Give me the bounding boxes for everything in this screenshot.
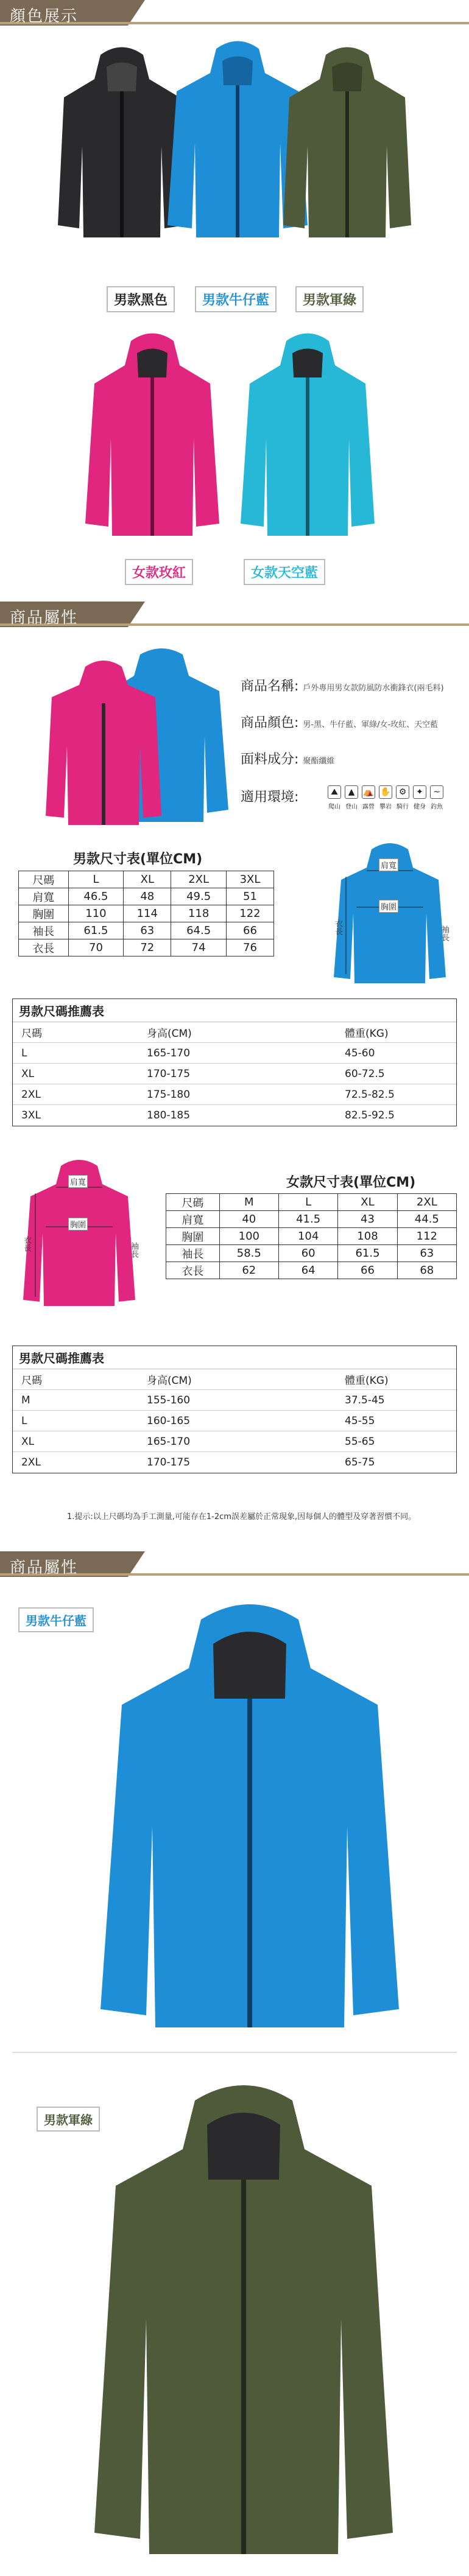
table-header-row <box>19 871 274 888</box>
activity-label: 攀岩 <box>379 804 392 810</box>
women-diagram-shoulder-label: 肩寬 <box>68 1175 88 1188</box>
men-diagram-length-label: 衣長 <box>333 919 342 935</box>
activity-label: 登山 <box>345 804 358 810</box>
table-row <box>19 905 274 922</box>
product-color-label: 商品顏色: <box>241 715 299 731</box>
activity-label: 健身 <box>414 804 426 810</box>
product-color-row <box>241 712 438 731</box>
section-header-attributes-2 <box>0 1551 469 1577</box>
table-cell: L <box>21 1414 27 1427</box>
table-cell: 43 <box>338 1211 397 1228</box>
table-cell: 2XL <box>21 1088 41 1101</box>
detail-tag-denim: 男款牛仔藍 <box>18 1607 94 1632</box>
activity-icons <box>328 785 443 799</box>
product-material-value: 聚酯纖維 <box>303 757 335 766</box>
product-color-value: 男-黑、牛仔藍、軍綠/女-玫紅、天空藍 <box>303 720 439 729</box>
table-cell: 2XL <box>397 1194 456 1211</box>
table-cell: 尺碼 <box>166 1194 220 1211</box>
women-diagram-sleeve-label: 袖長 <box>129 1242 138 1258</box>
table-cell: 袖長 <box>166 1245 220 1262</box>
table-row <box>13 1431 456 1452</box>
women-size-table <box>166 1193 457 1279</box>
table-cell: 3XL <box>226 871 273 888</box>
product-env-label: 適用環境: <box>241 790 299 805</box>
color-tag-men-denim: 男款牛仔藍 <box>195 286 277 312</box>
hiking-icon: ⛰ <box>328 785 341 799</box>
activity-labels <box>328 801 443 810</box>
color-tag-men-black: 男款黑色 <box>107 286 175 312</box>
table-cell: 68 <box>397 1262 456 1279</box>
men-diagram-sleeve-label: 袖長 <box>440 925 449 941</box>
table-cell: 60 <box>278 1245 337 1262</box>
product-material-row <box>241 749 334 768</box>
table-row <box>13 1105 456 1126</box>
jacket-women-sky-image <box>241 329 375 542</box>
jacket-men-army-image <box>283 43 411 244</box>
table-cell: 76 <box>226 939 273 956</box>
table-cell: 37.5-45 <box>345 1394 385 1406</box>
table-row <box>13 1452 456 1473</box>
table-cell: 165-170 <box>147 1435 191 1448</box>
table-cell: 108 <box>338 1228 397 1245</box>
table-row <box>166 1262 457 1279</box>
cycling-icon: ⚙ <box>396 785 409 799</box>
table-cell: 身高(CM) <box>147 1028 192 1040</box>
table-cell: 肩寬 <box>166 1211 220 1228</box>
table-cell: 44.5 <box>397 1211 456 1228</box>
women-recommend-table <box>12 1346 457 1473</box>
color-tag-women-sky: 女款天空藍 <box>244 559 325 585</box>
table-cell: XL <box>21 1067 35 1080</box>
table-cell: 41.5 <box>278 1211 337 1228</box>
men-recommend-title: 男款尺碼推薦表 <box>13 999 456 1022</box>
table-cell: 45-55 <box>345 1414 375 1427</box>
activity-label: 露營 <box>362 804 375 810</box>
table-cell: 170-175 <box>147 1067 191 1080</box>
table-cell: 58.5 <box>219 1245 278 1262</box>
table-cell: 體重(KG) <box>345 1375 389 1387</box>
table-cell: 104 <box>278 1228 337 1245</box>
table-cell: 64.5 <box>171 922 227 939</box>
product-env-row <box>241 787 298 805</box>
table-cell: 63 <box>397 1245 456 1262</box>
table-cell: M <box>21 1394 30 1406</box>
table-cell: 45-60 <box>345 1047 375 1059</box>
table-cell: 61.5 <box>68 922 124 939</box>
table-cell: 身高(CM) <box>147 1375 192 1387</box>
table-cell: 175-180 <box>147 1088 191 1101</box>
women-recommend-title: 男款尺碼推薦表 <box>13 1346 456 1369</box>
detail-jacket-army-image <box>85 2076 402 2557</box>
table-cell: L <box>68 871 124 888</box>
table-cell: 體重(KG) <box>345 1028 389 1040</box>
table-row <box>166 1245 457 1262</box>
product-name-value: 戶外專用男女款防風防水衝鋒衣(兩毛料) <box>303 684 444 693</box>
table-row <box>13 1084 456 1105</box>
table-cell: 62 <box>219 1262 278 1279</box>
table-cell: 3XL <box>21 1109 41 1121</box>
activity-label: 釣魚 <box>431 804 443 810</box>
table-cell: 72.5-82.5 <box>345 1088 395 1101</box>
table-cell: 165-170 <box>147 1047 191 1059</box>
table-cell: 65-75 <box>345 1456 375 1469</box>
table-cell: 155-160 <box>147 1394 191 1406</box>
table-cell: 48 <box>124 888 171 905</box>
table-cell: 胸圍 <box>166 1228 220 1245</box>
activity-label: 爬山 <box>328 804 340 810</box>
table-cell: 112 <box>397 1228 456 1245</box>
men-recommend-table <box>12 998 457 1126</box>
table-cell: 110 <box>68 905 124 922</box>
fishing-icon: ~ <box>430 785 443 799</box>
table-cell: 82.5-92.5 <box>345 1109 395 1121</box>
women-diagram-chest-label: 胸圍 <box>68 1218 88 1230</box>
section-title: 商品屬性 <box>10 609 79 627</box>
table-cell: 2XL <box>171 871 227 888</box>
color-tag-women-rose: 女款玫紅 <box>125 559 193 585</box>
table-cell: 衣長 <box>166 1262 220 1279</box>
table-cell: 55-65 <box>345 1435 375 1448</box>
table-cell: 肩寬 <box>19 888 69 905</box>
table-row <box>13 1411 456 1431</box>
table-cell: 40 <box>219 1211 278 1228</box>
size-note: 1.提示:以上尺碼均為手工測量,可能存在1-2cm誤差屬於正常現象,因每個人的體型及穿著習慣不同。 <box>67 1512 417 1521</box>
table-cell: 尺碼 <box>19 871 69 888</box>
table-cell: 170-175 <box>147 1456 191 1469</box>
detail-jacket-denim-image <box>91 1595 408 2034</box>
table-row <box>166 1228 457 1245</box>
table-cell: 2XL <box>21 1456 41 1469</box>
table-cell: XL <box>338 1194 397 1211</box>
table-cell: 袖長 <box>19 922 69 939</box>
rock-climb-icon: ✋ <box>379 785 392 799</box>
jacket-men-black-image <box>58 43 186 244</box>
table-cell: 66 <box>338 1262 397 1279</box>
table-cell: M <box>219 1194 278 1211</box>
section-header-attributes <box>0 602 469 627</box>
table-cell: L <box>278 1194 337 1211</box>
table-cell: XL <box>124 871 171 888</box>
table-cell: 114 <box>124 905 171 922</box>
camping-icon: ⛺ <box>362 785 375 799</box>
table-row <box>13 1064 456 1084</box>
table-cell: 100 <box>219 1228 278 1245</box>
table-cell: 61.5 <box>338 1245 397 1262</box>
table-row <box>19 922 274 939</box>
jacket-pair-image <box>43 645 231 828</box>
women-size-table-title: 女款尺寸表(單位CM) <box>286 1175 416 1190</box>
table-row <box>166 1211 457 1228</box>
table-cell: 122 <box>226 905 273 922</box>
table-cell: 118 <box>171 905 227 922</box>
table-cell: 49.5 <box>171 888 227 905</box>
table-cell: 64 <box>278 1262 337 1279</box>
table-cell: 51 <box>226 888 273 905</box>
detail-tag-army: 男款軍綠 <box>37 2107 100 2132</box>
table-row <box>13 1043 456 1064</box>
table-header-row <box>13 1022 456 1043</box>
table-cell: 衣長 <box>19 939 69 956</box>
product-material-label: 面料成分: <box>241 752 299 767</box>
women-diagram-length-label: 衣長 <box>22 1236 31 1252</box>
section-header-colors <box>0 0 469 26</box>
table-cell: 70 <box>68 939 124 956</box>
divider <box>12 2052 457 2053</box>
table-cell: 160-165 <box>147 1414 191 1427</box>
table-cell: XL <box>21 1435 35 1448</box>
table-cell: 63 <box>124 922 171 939</box>
section-title: 商品屬性 <box>10 1559 79 1577</box>
table-row <box>19 939 274 956</box>
climbing-icon: ▲ <box>345 785 358 799</box>
table-cell: L <box>21 1047 27 1059</box>
jacket-women-rose-image <box>85 329 219 542</box>
fitness-icon: ✦ <box>413 785 426 799</box>
men-size-table-title: 男款尺寸表(單位CM) <box>73 852 203 867</box>
men-size-table <box>18 871 274 956</box>
product-name-label: 商品名稱: <box>241 679 299 694</box>
table-header-row <box>13 1369 456 1390</box>
product-name-row <box>241 676 444 695</box>
table-cell: 66 <box>226 922 273 939</box>
table-row <box>13 1390 456 1411</box>
table-cell: 胸圍 <box>19 905 69 922</box>
section-title: 顏色展示 <box>10 7 79 26</box>
table-row <box>19 888 274 905</box>
men-diagram-chest-label: 胸圍 <box>379 900 398 913</box>
activity-label: 騎行 <box>397 804 409 810</box>
table-cell: 46.5 <box>68 888 124 905</box>
table-cell: 180-185 <box>147 1109 191 1121</box>
color-tag-men-army: 男款軍綠 <box>295 286 364 312</box>
table-cell: 尺碼 <box>21 1375 42 1387</box>
table-cell: 74 <box>171 939 227 956</box>
men-diagram-shoulder-label: 肩寬 <box>379 858 398 871</box>
table-cell: 60-72.5 <box>345 1067 385 1080</box>
table-cell: 尺碼 <box>21 1028 42 1040</box>
table-header-row <box>166 1194 457 1211</box>
table-cell: 72 <box>124 939 171 956</box>
